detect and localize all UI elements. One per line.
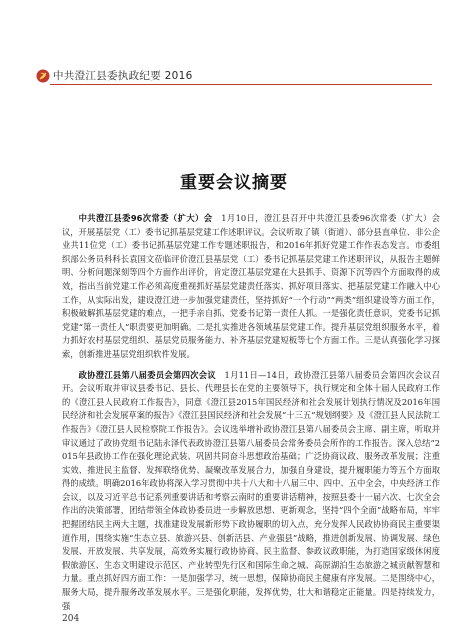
entry-heading: 政协澄江县第八届委员会第四次会议 [78,369,216,380]
running-header [36,66,436,84]
meeting-entry [62,369,440,614]
article-body [62,212,440,620]
entry-text: 1月11日—14日，政协澄江县第八届委员会第四次会议召开。会议听取并审议县委书记、县长、代理县长在党的主要领导下，执行规定和全体十届人民政府工作的《澄江县人民政府工作报告》，同意《澄江县2015年国民经济和社会发展计划执行情况及2016年国民经济和社会发展草案的报告》《澄江县国民经济和社会发展“十三五”规划纲要》及《澄江县人民法院工作报告》《澄江县人民检察院工作报告》。会议选举增补政协澄江县第八届委员会主席、副主席，听取并审议通过了政协党组书记陆永泽代表政协澄江县第八届委员会常务委员会所作的工作报告。深入总结“2015年县政协工作在强化理论武装、巩固共同奋斗思想政治基础；广泛协商议政、服务改革发展；注重实效、推进民主监督、发挥联络优势、凝聚改革发展合力，加强自身建设，提升履职能力等五个方面取得的成绩。明确2016年政协将深入学习贯彻中共十八大和十八届三中、四中、五中全会，中央经济工作会议，以及习近平总书记系列重要讲话和考察云南时的重要讲话精神，按照县委十一届六次、七次全会作出的决策部署，团结带领全体政协委员进一步解放思想、更新观念，坚持“四个全面”战略布局，牢牢把握团结民主两大主题，找准建设发展新形势下政协履职的切入点，充分发挥人民政协协商民主重要渠道作用，围绕实施“生态立县、旅游兴县、创新活县、产业强县”战略，推进创新发展、协调发展、绿色发展、开放发展、共享发展，高效务实履行政协协商、民主监督、参政议政职能，为打造国家级休闲度假旅游区、生态文明建设示范区、产业转型先行区和国际生命之城、高原湖泊生态旅游之城贡献智慧和力量。重点抓好四方面工作：一是加强学习，统一思想，保障协商民主健康有序发展。二是围绕中心，服务大局，提升服务改革发展水平。三是强化职能，发挥优势，壮大和谐稳定正能量。四是持续发力，强 [62,369,440,611]
meeting-entry [62,212,440,362]
entry-text: 1月10日，澄江县召开中共澄江县委96次常委（扩大）会议，开展基层党（工）委书记抓基层党建工作述职评议。会议听取了镇（街道）、部分县直单位、非公企业共11位党（工）委书记抓基层党建工作专题述职报告，和2016年抓好党建工作作表态发言。市委组织部公务员科科长袁国文莅临评价澄江县基层党（工）委书记抓基层党建工作述职评议，从报告主题鲜明、分析问题深刻等四个方面作出评价，肯定澄江基层党建在大县抓手、资源下沉等四个方面取得的成效，指出当前党建工作必须高度重视抓好基层党建责任落实、抓好项目落实、把基层党建工作融入中心工作，从实际出发，建设澄江进一步加强党建责任，坚持抓好“一个行动”“两类”组织建设等方面工作，积极破解抓基层党建的难点，一把手亲自抓、党委书记第一责任人抓。一是强化责任意识，党委书记抓党建“第一责任人”职责要更加明确。二是扎实推进各领域基层党建工作。提升基层党组织服务水平，着力抓好农村基层党组织、基层党员服务能力、补齐基层党建短板等七个方面工作。三是认真强化学习探索，创新推进基层党组织软件发展。 [62,213,440,359]
entry-paragraph [62,369,440,614]
header-divider [50,84,432,85]
page-number: 204 [62,614,80,624]
section-title: 重要会议摘要 [180,173,288,193]
entry-heading: 中共澄江县委96次常委（扩大）会 [78,213,213,223]
party-emblem-icon [36,68,50,82]
header-title: 中共澄江县委执政纪要 2016 [53,69,193,82]
entry-paragraph [62,212,440,362]
